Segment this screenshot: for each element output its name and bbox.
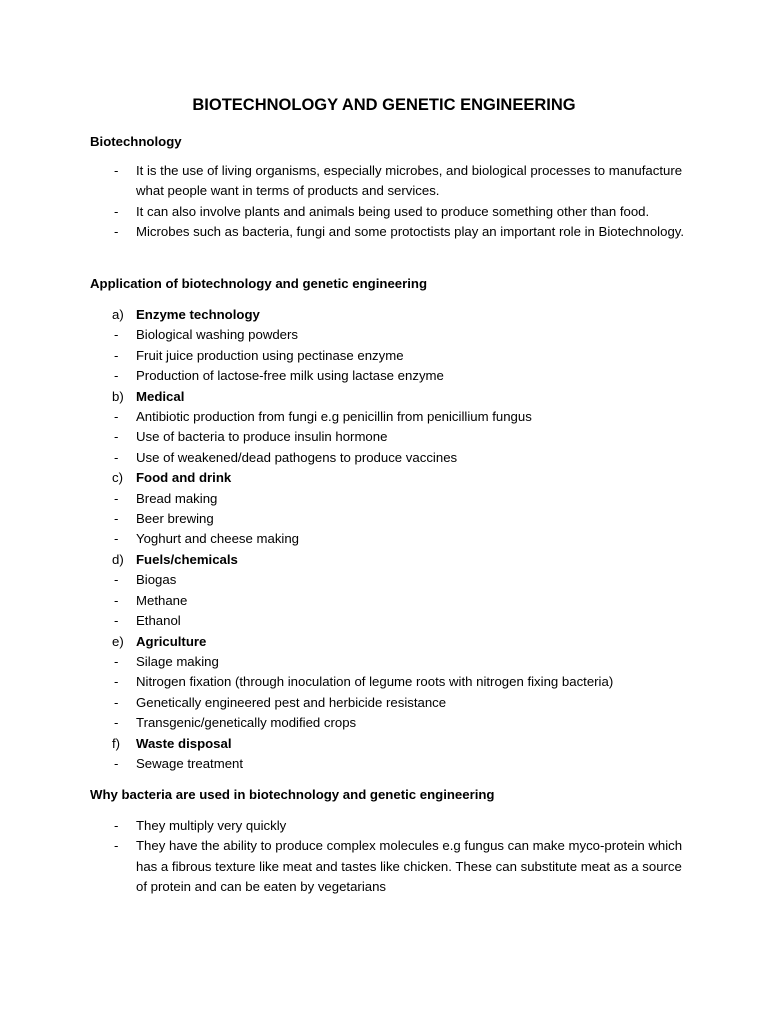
section-title: Waste disposal bbox=[136, 735, 232, 751]
bullet-dash: - bbox=[114, 347, 119, 363]
section-heading bbox=[90, 468, 690, 488]
bullet-dash: - bbox=[114, 592, 119, 608]
section-title: Food and drink bbox=[136, 470, 232, 486]
section-title: Medical bbox=[136, 388, 185, 404]
applications-list bbox=[90, 305, 690, 774]
list-item-text: Fruit juice production using pectinase enzyme bbox=[136, 347, 404, 363]
biotechnology-list bbox=[90, 161, 690, 243]
section-heading bbox=[90, 550, 690, 570]
section-marker: a) bbox=[112, 307, 124, 322]
list-item-text: Nitrogen fixation (through inoculation of legume roots with nitrogen fixing bacteria) bbox=[136, 674, 614, 690]
section-heading bbox=[90, 305, 690, 325]
list-item-text: Antibiotic production from fungi e.g penicillin from penicillium fungus bbox=[136, 409, 532, 425]
list-item bbox=[90, 489, 690, 509]
list-item-text: They have the ability to produce complex molecules e.g fungus can make myco-protein which has a fibrous texture like meat and tastes like chicken. These can substitute meat as a source of protein and can be eaten by vegetarians bbox=[136, 838, 683, 895]
heading-biotechnology: Biotechnology bbox=[90, 134, 182, 149]
document-title: BIOTECHNOLOGY AND GENETIC ENGINEERING bbox=[192, 96, 576, 114]
section-title: Fuels/chemicals bbox=[136, 551, 238, 567]
section-marker: f) bbox=[112, 735, 121, 751]
list-item-text: It can also involve plants and animals being used to produce something other than food. bbox=[136, 203, 650, 219]
list-item-text: Ethanol bbox=[136, 613, 181, 629]
list-item bbox=[90, 570, 690, 590]
bullet-dash: - bbox=[114, 531, 119, 547]
list-item-text: Yoghurt and cheese making bbox=[136, 531, 300, 547]
bullet-dash: - bbox=[114, 409, 119, 425]
section-heading bbox=[90, 387, 690, 407]
section-marker: e) bbox=[112, 633, 124, 649]
bullet-dash: - bbox=[114, 838, 119, 854]
list-item bbox=[90, 713, 690, 733]
list-item-text: Methane bbox=[136, 592, 188, 608]
list-item-text: Sewage treatment bbox=[136, 755, 244, 771]
list-item bbox=[90, 448, 690, 468]
list-item bbox=[90, 754, 690, 774]
list-item-text: Beer brewing bbox=[136, 511, 214, 527]
bullet-dash: - bbox=[114, 818, 119, 833]
list-item bbox=[90, 693, 690, 713]
bullet-dash: - bbox=[114, 715, 119, 731]
list-item-text: Silage making bbox=[136, 653, 219, 669]
section-marker: c) bbox=[112, 470, 123, 486]
list-item-text: Microbes such as bacteria, fungi and some protoctists play an important role in Biotechnology. bbox=[136, 224, 685, 240]
list-item bbox=[90, 161, 690, 202]
bullet-dash: - bbox=[114, 755, 119, 771]
list-item-text: Biogas bbox=[136, 572, 177, 588]
list-item-text: Use of weakened/dead pathogens to produce vaccines bbox=[136, 449, 458, 465]
list-item-text: Use of bacteria to produce insulin hormone bbox=[136, 429, 388, 445]
list-item bbox=[90, 591, 690, 611]
bullet-dash: - bbox=[114, 490, 119, 506]
list-item bbox=[90, 672, 690, 692]
bullet-dash: - bbox=[114, 572, 119, 588]
list-item bbox=[90, 529, 690, 549]
bullet-dash: - bbox=[114, 327, 119, 343]
bullet-dash: - bbox=[114, 163, 119, 178]
list-item bbox=[90, 427, 690, 447]
list-item bbox=[90, 836, 690, 897]
heading-applications: Application of biotechnology and genetic engineering bbox=[90, 276, 428, 291]
section-heading bbox=[90, 734, 690, 754]
list-item-text: It is the use of living organisms, especially microbes, and biological processes to manufacture what people want in terms of products and services. bbox=[136, 163, 683, 199]
list-item-text: Bread making bbox=[136, 490, 218, 506]
list-item-text: Genetically engineered pest and herbicide resistance bbox=[136, 694, 447, 710]
bullet-dash: - bbox=[114, 449, 119, 465]
bullet-dash: - bbox=[114, 511, 119, 527]
list-item bbox=[90, 407, 690, 427]
list-item bbox=[90, 346, 690, 366]
list-item-text: Biological washing powders bbox=[136, 327, 299, 343]
section-title: Agriculture bbox=[136, 633, 207, 649]
list-item-text: Production of lactose-free milk using lactase enzyme bbox=[136, 368, 444, 384]
bullet-dash: - bbox=[114, 224, 119, 240]
list-item bbox=[90, 509, 690, 529]
list-item bbox=[90, 222, 690, 242]
bullet-dash: - bbox=[114, 429, 119, 445]
section-title: Enzyme technology bbox=[136, 307, 260, 322]
list-item bbox=[90, 652, 690, 672]
bullet-dash: - bbox=[114, 653, 119, 669]
bullet-dash: - bbox=[114, 674, 119, 690]
bullet-dash: - bbox=[114, 203, 119, 219]
section-marker: b) bbox=[112, 388, 124, 404]
list-item bbox=[90, 202, 690, 222]
list-item bbox=[90, 611, 690, 631]
list-item bbox=[90, 366, 690, 386]
bullet-dash: - bbox=[114, 613, 119, 629]
bullet-dash: - bbox=[114, 368, 119, 384]
section-marker: d) bbox=[112, 551, 124, 567]
list-item bbox=[90, 816, 690, 836]
list-item bbox=[90, 325, 690, 345]
bacteria-list bbox=[90, 816, 690, 898]
section-heading bbox=[90, 632, 690, 652]
heading-bacteria: Why bacteria are used in biotechnology and genetic engineering bbox=[90, 787, 495, 802]
list-item-text: Transgenic/genetically modified crops bbox=[136, 715, 357, 731]
bullet-dash: - bbox=[114, 694, 119, 710]
list-item-text: They multiply very quickly bbox=[136, 818, 287, 833]
